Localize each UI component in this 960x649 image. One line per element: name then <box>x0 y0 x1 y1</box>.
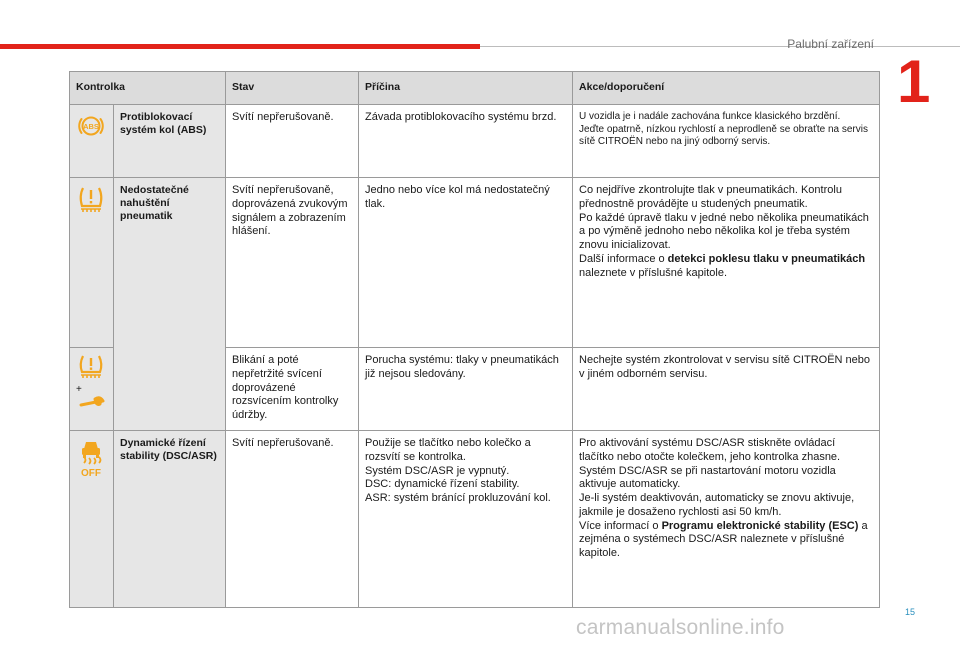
cause-cell: Porucha systému: tlaky v pneumatikách již nejsou sledovány. <box>359 348 573 431</box>
page-number: 15 <box>905 607 916 617</box>
table-row <box>70 178 880 348</box>
tyre-pressure-icon <box>76 184 106 216</box>
cause-text: ASR: systém bránící prokluzování kol. <box>365 492 551 504</box>
action-cell: Nechejte systém zkontrolovat v servisu sítě CITROËN nebo v jiném odborném servisu. <box>573 348 880 431</box>
column-header-state: Stav <box>226 72 359 105</box>
cause-cell: Závada protiblokovacího systému brzd. <box>359 105 573 178</box>
chapter-number: 1 <box>897 48 931 115</box>
icon-cell <box>70 348 114 431</box>
abs-warning-icon <box>76 111 106 141</box>
action-text: Pro aktivování systému DSC/ASR stiskněte ovládací tlačítko nebo otočte kolečkem, jeho kontrolka zhasne. <box>579 437 841 463</box>
action-text: Více informací o Programu elektronické stability (ESC) a zejména o systémech DSC/ASR naleznete v příslušné kapitole. <box>579 519 868 559</box>
dsc-off-label: OFF <box>81 468 101 479</box>
cause-cell: Jedno nebo více kol má nedostatečný tlak. <box>359 178 573 348</box>
column-header-cause: Příčina <box>359 72 573 105</box>
action-text: Jeďte opatrně, nízkou rychlostí a neprodleně se obraťte na servis sítě CITROËN nebo na jiný odborný servis. <box>579 123 868 147</box>
cause-text: DSC: dynamické řízení stability. <box>365 478 520 491</box>
column-header-action: Akce/doporučení <box>573 72 880 105</box>
indicator-name: Dynamické řízení stability (DSC/ASR) <box>114 431 226 608</box>
table-row <box>70 431 880 608</box>
action-cell <box>573 178 880 348</box>
svg-text:ABS: ABS <box>83 122 99 131</box>
watermark: carmanualsonline.info <box>576 616 785 639</box>
section-title: Palubní zařízení <box>787 37 874 51</box>
tyre-pressure-icon <box>76 354 106 380</box>
state-cell: Svítí nepřerušovaně. <box>226 431 359 608</box>
action-cell <box>573 431 880 608</box>
cause-cell <box>359 431 573 608</box>
header-rule <box>480 46 960 47</box>
table-row <box>70 105 880 178</box>
column-header-indicator: Kontrolka <box>70 72 226 105</box>
action-cell <box>573 105 880 178</box>
cause-text: Použije se tlačítko nebo kolečko a rozsvítí se kontrolka. <box>365 437 531 463</box>
header-red-bar <box>0 44 480 49</box>
action-text: Po každé úpravě tlaku v jedné nebo několika pneumatikách a po výměně jednoho nebo několika kol je třeba systém znovu inicializovat. <box>579 211 869 251</box>
action-text: U vozidla je i nadále zachována funkce klasického brzdění. <box>579 111 841 122</box>
state-cell: Blikání a poté nepřetržité svícení doprovázené rozsvícením kontrolky údržby. <box>226 348 359 431</box>
indicator-name: Protiblokovací systém kol (ABS) <box>114 105 226 178</box>
state-cell: Svítí nepřerušovaně, doprovázená zvukovým signálem a zobrazením hlášení. <box>226 178 359 348</box>
state-cell: Svítí nepřerušovaně. <box>226 105 359 178</box>
action-emphasis: Programu elektronické stability (ESC) <box>661 519 859 532</box>
table-header-row <box>70 72 880 105</box>
wrench-icon <box>76 395 106 411</box>
warning-lights-table <box>69 71 880 608</box>
icon-cell <box>70 431 114 608</box>
plus-sign: + <box>76 383 82 395</box>
cause-text: Systém DSC/ASR je vypnutý. <box>365 464 510 477</box>
action-emphasis: detekci poklesu tlaku v pneumatikách <box>667 252 866 265</box>
action-text: Je-li systém deaktivován, automaticky se znovu aktivuje, jakmile je dosaženo rychlosti asi 50 km/h. <box>579 492 855 518</box>
action-text: Co nejdříve zkontrolujte tlak v pneumatikách. Kontrolu přednostně provádějte u studených pneumatik. <box>579 184 842 210</box>
action-text: Další informace o detekci poklesu tlaku v pneumatikách naleznete v příslušné kapitole. <box>579 252 866 279</box>
action-text: Systém DSC/ASR se při nastartování motoru vozidla aktivuje automaticky. <box>579 464 836 491</box>
icon-cell <box>70 178 114 348</box>
icon-cell <box>70 105 114 178</box>
dsc-off-icon <box>76 437 106 479</box>
indicator-name: Nedostatečné nahuštění pneumatik <box>114 178 226 431</box>
